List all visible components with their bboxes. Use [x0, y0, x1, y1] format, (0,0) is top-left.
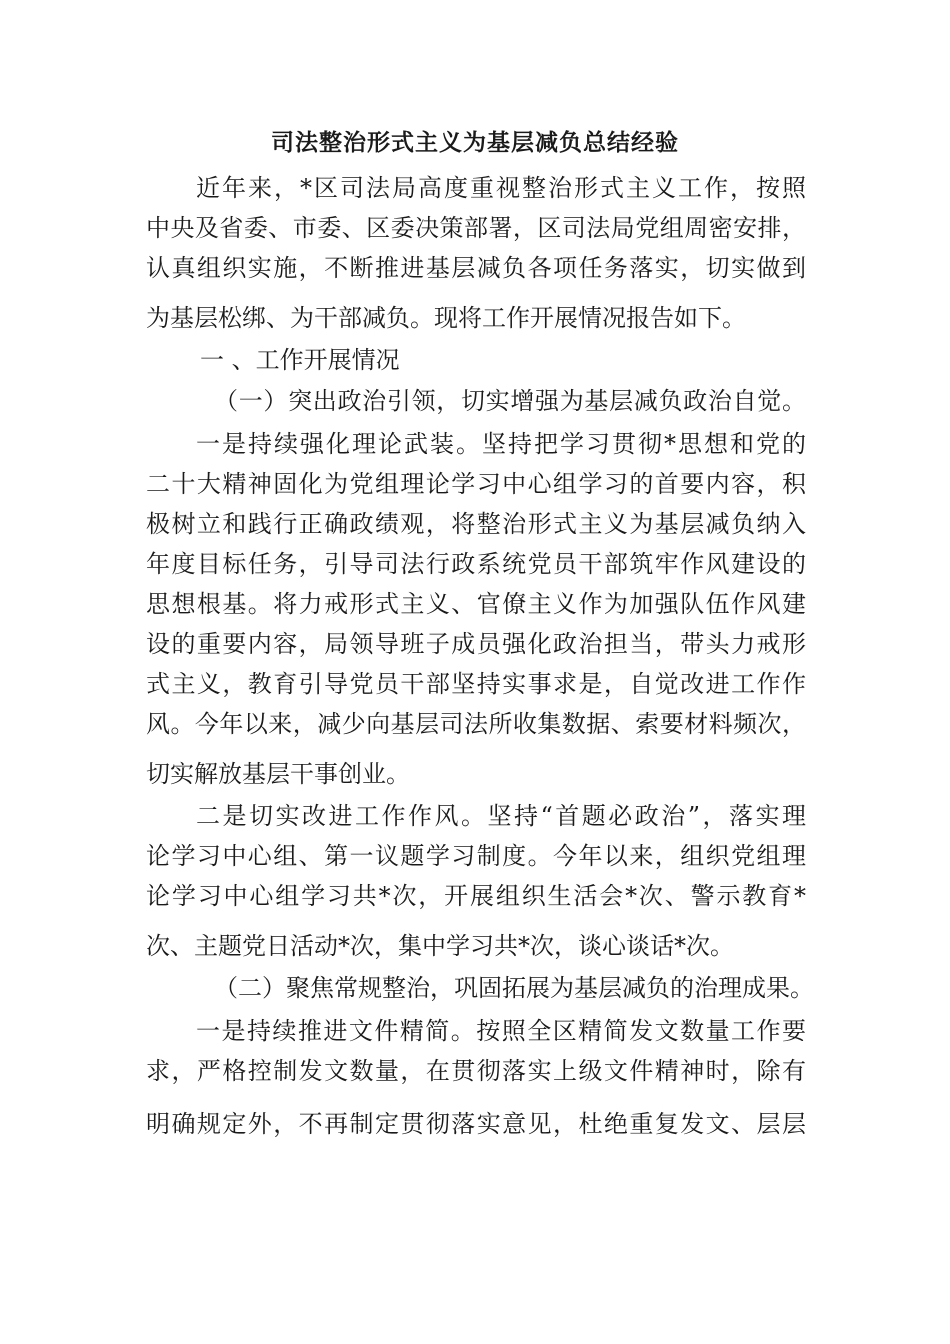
paragraph-line: 切实解放基层干事创业。	[146, 760, 410, 788]
paragraph-line: 中央及省委、市委、区委决策部署，区司法局党组周密安排，	[146, 214, 806, 242]
paragraph-line: 二十大精神固化为党组理论学习中心组学习的首要内容，积	[146, 470, 806, 498]
paragraph-line: 为基层松绑、为干部减负。现将工作开展情况报告如下。	[146, 304, 746, 332]
subsection-heading: （一）突出政治引领，切实增强为基层减负政治自觉。	[214, 387, 806, 415]
paragraph-line: 次、主题党日活动*次，集中学习共*次，谈心谈话*次。	[146, 932, 734, 960]
paragraph-line: 一是持续强化理论武装。坚持把学习贯彻*思想和党的	[196, 430, 806, 458]
paragraph-line: 式主义，教育引导党员干部坚持实事求是，自觉改进工作作	[146, 670, 806, 698]
paragraph-line: 极树立和践行正确政绩观，将整治形式主义为基层减负纳入	[146, 510, 806, 538]
paragraph-line: 二是切实改进工作作风。坚持“首题必政治”，落实理	[196, 802, 806, 830]
paragraph-line: 一是持续推进文件精简。按照全区精简发文数量工作要	[196, 1017, 806, 1045]
paragraph-line: 近年来，*区司法局高度重视整治形式主义工作，按照	[196, 174, 806, 202]
paragraph-line: 思想根基。将力戒形式主义、官僚主义作为加强队伍作风建	[146, 590, 806, 618]
document-title: 司法整治形式主义为基层减负总结经验	[271, 130, 679, 156]
paragraph-line: 论学习中心组、第一议题学习制度。今年以来，组织党组理	[146, 842, 806, 870]
paragraph-line: 年度目标任务，引导司法行政系统党员干部筑牢作风建设的	[146, 550, 806, 578]
paragraph-line: 认真组织实施，不断推进基层减负各项任务落实，切实做到	[146, 254, 806, 282]
paragraph-line: 求，严格控制发文数量，在贯彻落实上级文件精神时，除有	[146, 1057, 806, 1085]
subsection-heading: （二）聚焦常规整治，巩固拓展为基层减负的治理成果。	[214, 974, 814, 1002]
section-heading: 一 、工作开展情况	[200, 346, 400, 374]
paragraph-line: 风。今年以来，减少向基层司法所收集数据、索要材料频次，	[146, 710, 806, 738]
paragraph-line: 明确规定外，不再制定贯彻落实意见，杜绝重复发文、层层	[146, 1110, 806, 1138]
paragraph-line: 论学习中心组学习共*次，开展组织生活会*次、警示教育*	[146, 882, 806, 910]
paragraph-line: 设的重要内容，局领导班子成员强化政治担当，带头力戒形	[146, 630, 806, 658]
